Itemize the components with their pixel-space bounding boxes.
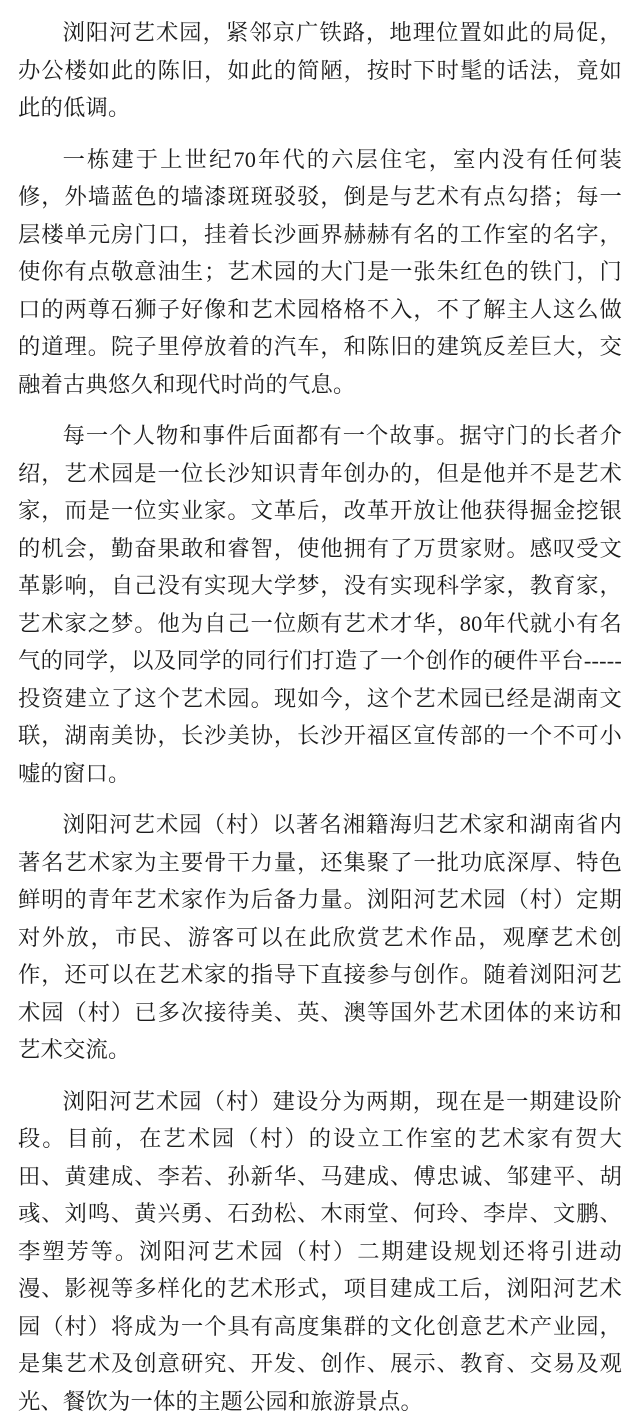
paragraph-2: 一栋建于上世纪70年代的六层住宅，室内没有任何装修，外墙蓝色的墙漆斑斑驳驳，倒是与艺术有点勾搭；每一层楼单元房门口，挂着长沙画界赫赫有名的工作室的名字，使你有点敬意油生；艺术园的大门是一张朱红色的铁门，门口的两尊石狮子好像和艺术园格格不入，不了解主人这么做的道理。院子里停放着的汽车，和陈旧的建筑反差巨大，交融着古典悠久和现代时尚的气息。 xyxy=(18,141,622,404)
paragraph-5: 浏阳河艺术园（村）建设分为两期，现在是一期建设阶段。目前，在艺术园（村）的设立工作室的艺术家有贺大田、黄建成、李若、孙新华、马建成、傅忠诚、邹建平、胡彧、刘鸣、黄兴勇、石劲松、木雨堂、何玲、李岸、文鹏、李塑芳等。浏阳河艺术园（村）二期建设规划还将引进动漫、影视等多样化的艺术形式，项目建成工后，浏阳河艺术园（村）将成为一个具有高度集群的文化创意艺术产业园，是集艺术及创意研究、开发、创作、展示、教育、交易及观光、餐饮为一体的主题公园和旅游景点。 xyxy=(18,1083,622,1420)
paragraph-3: 每一个人物和事件后面都有一个故事。据守门的长者介绍，艺术园是一位长沙知识青年创办的，但是他并不是艺术家，而是一位实业家。文革后，改革开放让他获得掘金挖银的机会，勤奋果敢和睿智，使他拥有了万贯家财。感叹受文革影响，自己没有实现大学梦，没有实现科学家，教育家，艺术家之梦。他为自己一位颇有艺术才华，80年代就小有名气的同学，以及同学的同行们打造了一个创作的硬件平台-----投资建立了这个艺术园。现如今，这个艺术园已经是湖南文联，湖南美协，长沙美协，长沙开福区宣传部的一个不可小嘘的窗口。 xyxy=(18,417,622,792)
paragraph-4: 浏阳河艺术园（村）以著名湘籍海归艺术家和湖南省内著名艺术家为主要骨干力量，还集聚了一批功底深厚、特色鲜明的青年艺术家作为后备力量。浏阳河艺术园（村）定期对外放，市民、游客可以在此欣赏艺术作品，观摩艺术创作，还可以在艺术家的指导下直接参与创作。随着浏阳河艺术园（村）已多次接待美、英、澳等国外艺术团体的来访和艺术交流。 xyxy=(18,806,622,1069)
paragraph-1: 浏阳河艺术园，紧邻京广铁路，地理位置如此的局促，办公楼如此的陈旧，如此的简陋，按时下时髦的话法，竟如此的低调。 xyxy=(18,14,622,127)
